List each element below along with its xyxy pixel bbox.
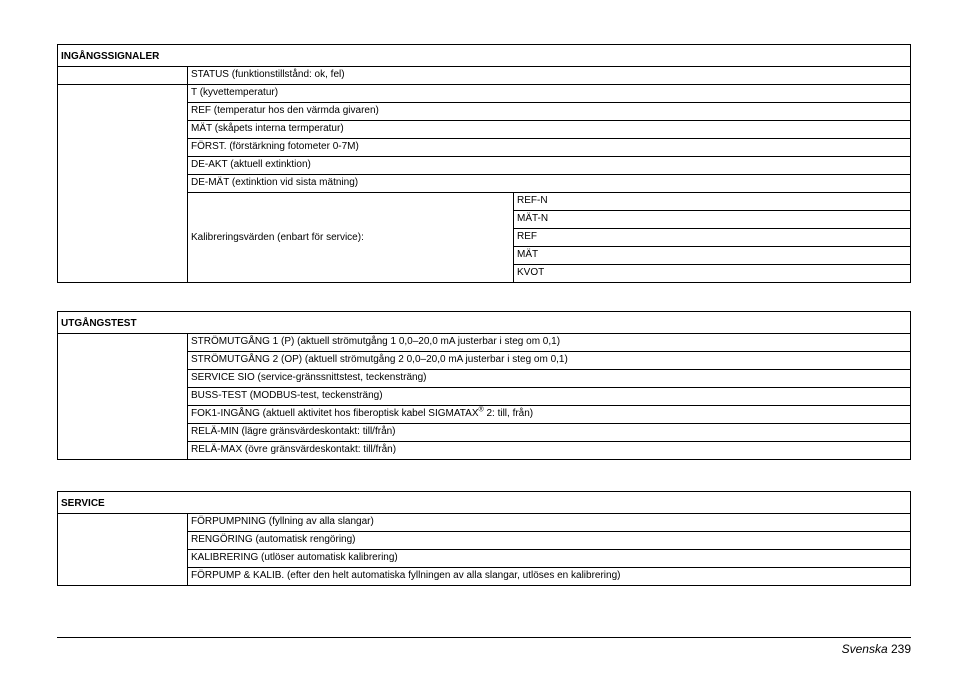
table-row: RENGÖRING (automatisk rengöring)	[188, 532, 911, 550]
table-row: T (kyvettemperatur)	[188, 85, 911, 103]
fok1-text-suffix: 2: till, från)	[483, 408, 534, 419]
empty-cell	[58, 514, 188, 586]
calibration-value: MÄT	[514, 247, 911, 265]
table-row: BUSS-TEST (MODBUS-test, teckensträng)	[188, 388, 911, 406]
empty-cell	[58, 334, 188, 460]
table-row: RELÄ-MAX (övre gränsvärdeskontakt: till/från)	[188, 442, 911, 460]
input-signals-header: INGÅNGSSIGNALER	[58, 45, 911, 67]
output-test-table	[57, 311, 911, 460]
calibration-value: MÄT-N	[514, 211, 911, 229]
calibration-label: Kalibreringsvärden (enbart för service):	[188, 193, 514, 283]
page-number: 239	[890, 642, 911, 656]
registered-mark: ®	[478, 406, 484, 414]
service-header: SERVICE	[58, 492, 911, 514]
table-row: FÖRPUMP & KALIB. (efter den helt automatiska fyllningen av alla slangar, utlöses en kalibrering)	[188, 568, 911, 586]
empty-cell	[58, 85, 188, 283]
input-signals-table	[57, 44, 911, 283]
table-row: STRÖMUTGÅNG 2 (OP) (aktuell strömutgång 2 0,0–20,0 mA justerbar i steg om 0,1)	[188, 352, 911, 370]
service-table	[57, 491, 911, 586]
output-test-header: UTGÅNGSTEST	[58, 312, 911, 334]
calibration-value: REF	[514, 229, 911, 247]
footer-divider	[57, 637, 911, 638]
table-row: STRÖMUTGÅNG 1 (P) (aktuell strömutgång 1 0,0–20,0 mA justerbar i steg om 0,1)	[188, 334, 911, 352]
calibration-value: KVOT	[514, 265, 911, 283]
status-row: STATUS (funktionstillstånd: ok, fel)	[188, 67, 911, 85]
fok1-input-row	[188, 406, 911, 424]
table-row: FÖRST. (förstärkning fotometer 0-7M)	[188, 139, 911, 157]
calibration-value: REF-N	[514, 193, 911, 211]
empty-cell	[58, 67, 188, 85]
table-row: SERVICE SIO (service-gränssnittstest, teckensträng)	[188, 370, 911, 388]
table-row: REF (temperatur hos den värmda givaren)	[188, 103, 911, 121]
table-row: FÖRPUMPNING (fyllning av alla slangar)	[188, 514, 911, 532]
table-row: KALIBRERING (utlöser automatisk kalibrering)	[188, 550, 911, 568]
table-row: DE-MÄT (extinktion vid sista mätning)	[188, 175, 911, 193]
page-footer	[842, 642, 911, 656]
table-row: MÄT (skåpets interna termperatur)	[188, 121, 911, 139]
footer-language: Svenska	[841, 642, 888, 656]
table-row: DE-AKT (aktuell extinktion)	[188, 157, 911, 175]
table-row: RELÄ-MIN (lägre gränsvärdeskontakt: till/från)	[188, 424, 911, 442]
fok1-text: FOK1-INGÅNG (aktuell aktivitet hos fiberoptisk kabel SIGMATAX	[191, 408, 479, 419]
